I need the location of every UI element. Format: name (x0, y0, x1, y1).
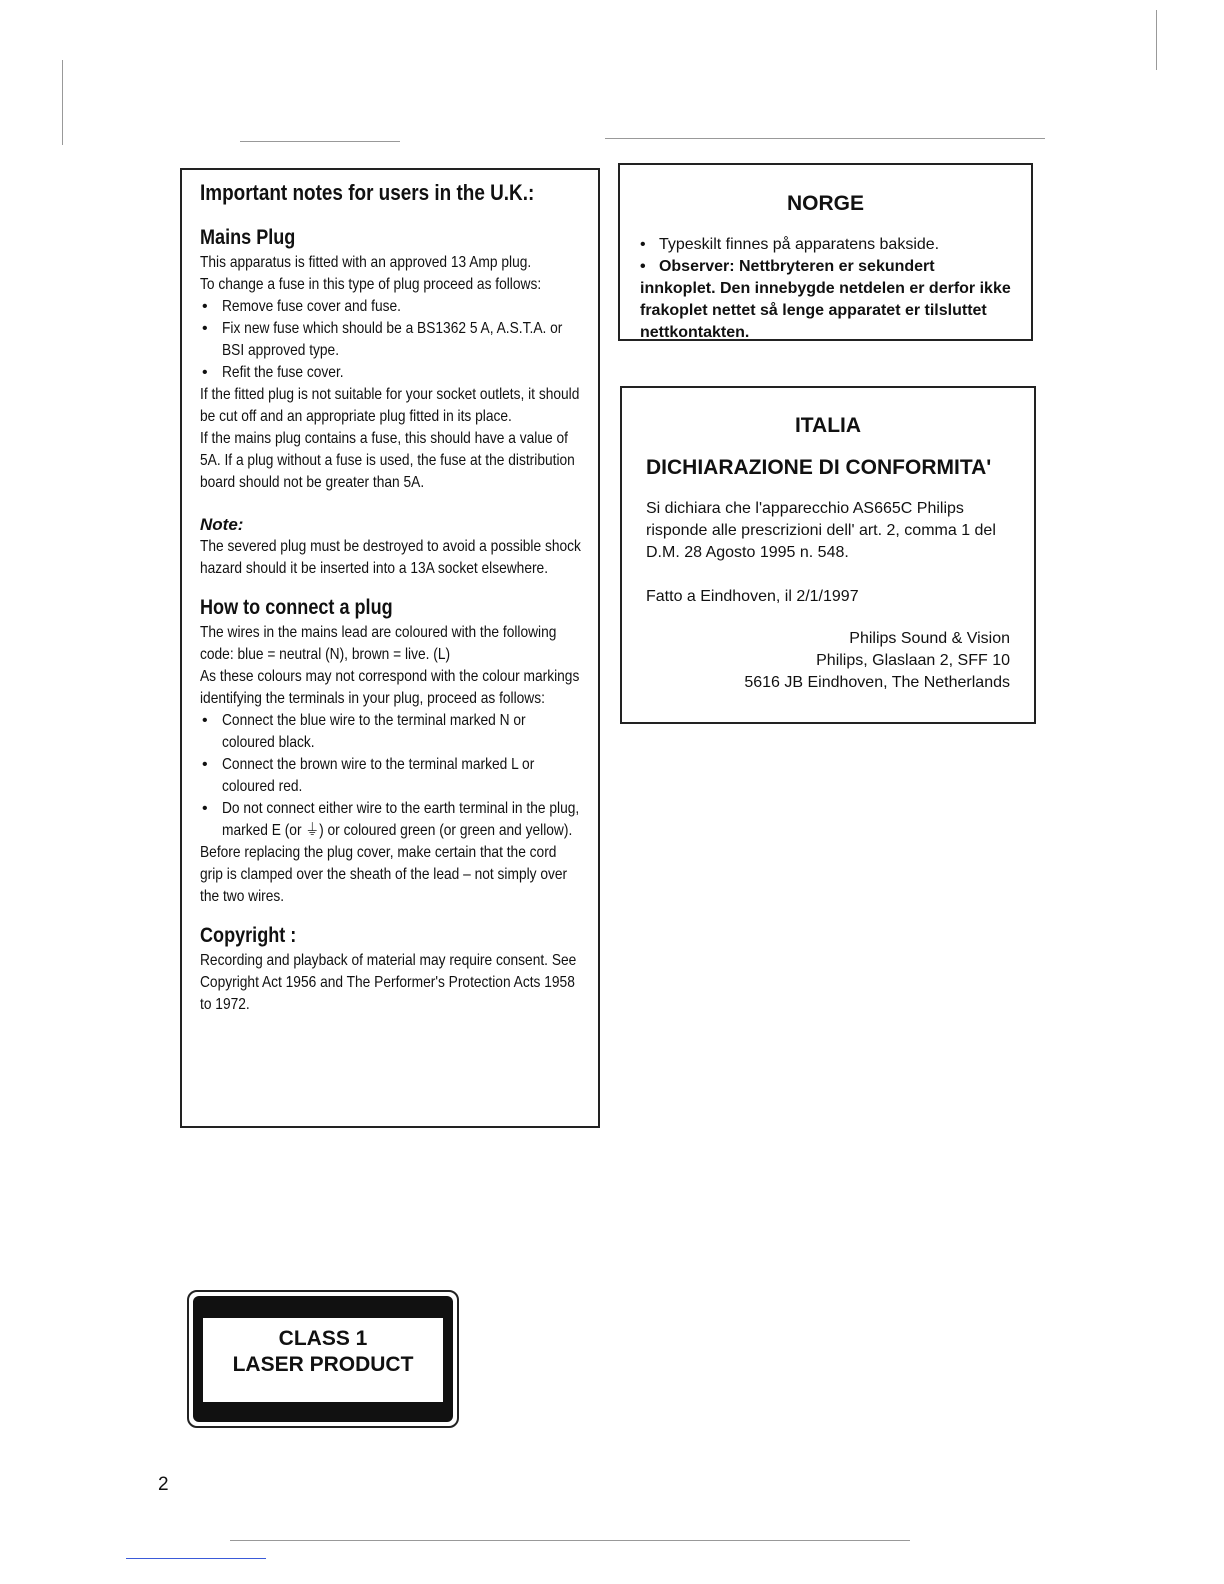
norge-line: • Typeskilt finnes på apparatens bakside. (640, 236, 940, 253)
italia-signature-line: Philips, Glaslaan 2, SFF 10 (816, 652, 1010, 669)
laser-label-frame (193, 1296, 453, 1422)
mains-steps-list (200, 296, 582, 384)
scan-mark (240, 141, 400, 142)
mains-paragraph: If the fitted plug is not suitable for your socket outlets, it should be cut off and an appropriate plug fitted in its place. (200, 386, 580, 425)
list-item: • Do not connect either wire to the earth terminal in the plug, marked E (or ⏚) or coloured green (or green and yellow). (202, 800, 580, 839)
uk-notes-panel (180, 168, 600, 1128)
copyright-heading: Copyright : (200, 924, 297, 947)
connect-paragraph: Before replacing the plug cover, make certain that the cord grip is clamped over the sheath of the lead – not simply over the two wires. (200, 844, 568, 905)
italia-title: ITALIA (794, 414, 862, 437)
scan-underline (126, 1558, 266, 1559)
list-item: • Remove fuse cover and fuse. (202, 298, 401, 315)
connect-paragraph: The wires in the mains lead are coloured with the following code: blue = neutral (N), brown = live. (L) (200, 624, 557, 663)
laser-class-line: CLASS 1 (278, 1327, 368, 1350)
norge-panel (618, 163, 1033, 341)
laser-class-label (187, 1290, 459, 1428)
list-item: • Fix new fuse which should be a BS1362 5 A, A.S.T.A. or BSI approved type. (202, 320, 563, 359)
list-item: • Connect the blue wire to the terminal marked N or coloured black. (202, 712, 526, 751)
scan-mark (1156, 10, 1157, 70)
scan-mark (605, 138, 1045, 139)
laser-product-line: LASER PRODUCT (232, 1353, 414, 1376)
italia-panel (620, 386, 1036, 724)
scan-mark (62, 60, 63, 145)
connect-steps-list (200, 710, 582, 842)
copyright-text: Recording and playback of material may require consent. See Copyright Act 1956 and The Performer's Protection Acts 1958 to 1972. (200, 952, 577, 1013)
italia-subtitle: DICHIARAZIONE DI CONFORMITA' (646, 456, 992, 479)
connect-paragraph: As these colours may not correspond with the colour markings identifying the terminals in your plug, proceed as follows: (200, 668, 580, 707)
note-heading: Note: (200, 515, 244, 534)
connect-plug-heading: How to connect a plug (200, 596, 393, 619)
laser-label-text (203, 1318, 443, 1402)
page-number: 2 (158, 1474, 169, 1495)
mains-paragraph: To change a fuse in this type of plug proceed as follows: (200, 276, 542, 293)
mains-plug-heading: Mains Plug (200, 226, 296, 249)
note-text: The severed plug must be destroyed to avoid a possible shock hazard should it be inserted into a 13A socket elsewhere. (200, 538, 581, 577)
norge-warning: • Observer: Nettbryteren er sekundert innkoplet. Den innebygde netdelen er derfor ikke frakoplet nettet så lenge apparatet er tilsluttet nettkontakten. (640, 258, 1011, 341)
list-item: • Refit the fuse cover. (202, 364, 344, 381)
italia-signature-line: Philips Sound & Vision (849, 630, 1010, 647)
scan-mark (230, 1540, 910, 1541)
italia-declaration: Si dichiara che l'apparecchio AS665C Philips risponde alle prescrizioni dell' art. 2, comma 1 del D.M. 28 Agosto 1995 n. 548. (646, 500, 996, 561)
italia-place-date: Fatto a Eindhoven, il 2/1/1997 (646, 588, 859, 605)
list-item: • Connect the brown wire to the terminal marked L or coloured red. (202, 756, 535, 795)
uk-title: Important notes for users in the U.K.: (200, 180, 535, 205)
mains-paragraph: If the mains plug contains a fuse, this should have a value of 5A. If a plug without a fuse is used, the fuse at the distribution board should not be greater than 5A. (200, 430, 575, 491)
italia-signature-line: 5616 JB Eindhoven, The Netherlands (744, 674, 1010, 691)
mains-paragraph: This apparatus is fitted with an approved 13 Amp plug. (200, 254, 532, 271)
norge-title: NORGE (786, 192, 864, 215)
